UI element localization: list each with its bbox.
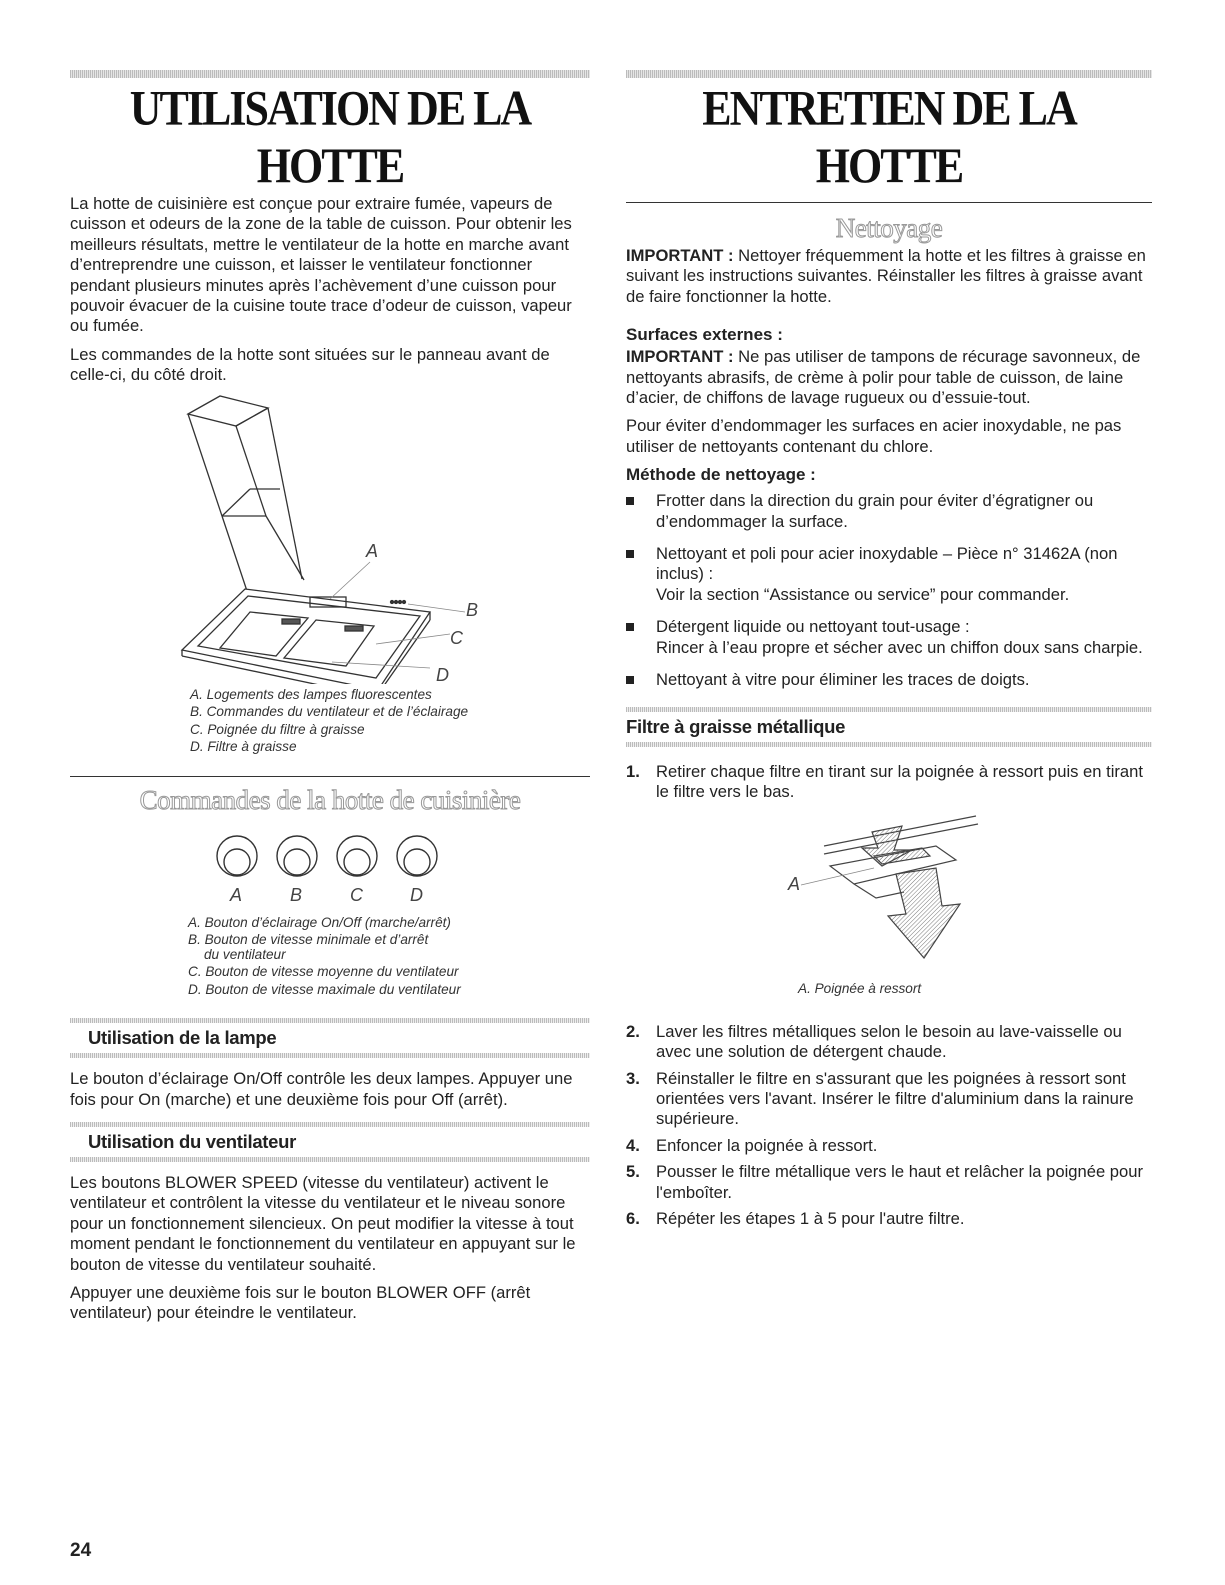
list-item: Nettoyant à vitre pour éliminer les traces de doigts. [626, 670, 1152, 690]
hood-figure-captions [190, 686, 590, 756]
divider [626, 202, 1152, 203]
important-surfaces-paragraph: IMPORTANT : Ne pas utiliser de tampons de récurage savonneux, de nettoyants abrasifs, de crème à polir pour table de cuisson, de laine d’acier, de chiffons de lavage rugueux ou d’essuie-tout. [626, 347, 1141, 408]
range-hood-illustration [70, 394, 590, 684]
hood-label-b: B [466, 599, 479, 620]
section-title: UTILISATION DE LA HOTTE [129, 81, 531, 193]
filter-steps-continued [626, 1022, 1152, 1230]
top-rule [626, 70, 1152, 78]
caption-line: C. Bouton de vitesse moyenne du ventilateur [188, 964, 459, 980]
caption-line: B. Bouton de vitesse minimale et d’arrêt [188, 932, 429, 948]
buttons-figure-captions [188, 914, 590, 999]
important-paragraph: IMPORTANT : Nettoyer fréquemment la hotte et les filtres à graisse en suivant les instructions suivantes. Réinstaller les filtres à graisse avant de faire fonctionner la hotte. [626, 246, 1146, 306]
control-buttons-illustration [70, 824, 590, 906]
controls-location-paragraph: Les commandes de la hotte sont situées sur le panneau avant de celle-ci, du côté droit. [70, 344, 550, 385]
cleaning-method-list [626, 491, 1152, 690]
buttons-figure [70, 824, 590, 906]
intro-paragraph: La hotte de cuisinière est conçue pour extraire fumée, vapeurs de cuisson et odeurs de la zone de la table de cuisson. Pour obtenir les meilleurs résultats, mettre le ventilateur de la hotte en marche avant d’entreprendre une cuisson, et laisser le ventilateur fonctionner pendant plusieurs minutes après l’achèvement d’une cuisson pour pouvoir évacuer de la cuisine toute trace d’odeur de cuisson, vapeur ou fumée. [70, 194, 572, 336]
page-number: 24 [70, 1540, 92, 1561]
fan-off-paragraph: Appuyer une deuxième fois sur le bouton BLOWER OFF (arrêt ventilateur) pour éteindre le ventilateur. [70, 1283, 531, 1323]
list-item: Détergent liquide ou nettoyant tout-usage : Rincer à l’eau propre et sécher avec un chiffon doux sans charpie. [626, 617, 1152, 658]
button-label-b: B [290, 884, 303, 905]
list-item: 4. Enfoncer la poignée à ressort. [626, 1135, 878, 1155]
top-rule [70, 70, 590, 78]
hood-label-d: D [436, 664, 449, 684]
external-surfaces-heading: Surfaces externes : [626, 325, 783, 345]
divider [70, 776, 590, 777]
button-label-d: D [410, 884, 423, 905]
cleaning-subheading: Nettoyage [835, 213, 943, 243]
right-column [626, 70, 1152, 1235]
filter-figure-caption: A. Poignée à ressort [798, 981, 922, 997]
button-label-c: C [350, 884, 363, 905]
hood-label-c: C [450, 627, 463, 648]
list-item: 3. Réinstaller le filtre en s'assurant que les poignées à ressort sont orientées vers l'avant. Insérer le filtre d'aluminium dans la rainure supérieure. [626, 1068, 1134, 1129]
list-item: 6. Répéter les étapes 1 à 5 pour l'autre filtre. [626, 1209, 965, 1229]
stainless-paragraph: Pour éviter d’endommager les surfaces en acier inoxydable, ne pas utiliser de nettoyants contenant du chlore. [626, 416, 1122, 456]
filter-figure [626, 808, 1152, 978]
caption-line: D. Filtre à graisse [190, 739, 297, 755]
caption-line: A. Bouton d’éclairage On/Off (marche/arrêt) [188, 914, 451, 930]
button-c-icon [337, 836, 377, 876]
controls-subheading: Commandes de la hotte de cuisinière [139, 784, 521, 815]
list-item: 5. Pousser le filtre métallique vers le haut et relâcher la poignée pour l'emboîter. [626, 1162, 1144, 1202]
list-item: Frotter dans la direction du grain pour éviter d’égratigner ou d’endommager la surface. [626, 491, 1152, 532]
fan-section-heading: Utilisation du ventilateur [70, 1118, 590, 1167]
list-item: Nettoyant et poli pour acier inoxydable – Pièce n° 31462A (non inclus) : Voir la section “Assistance ou service” pour commander. [626, 544, 1152, 605]
fan-paragraph: Les boutons BLOWER SPEED (vitesse du ventilateur) activent le ventilateur et contrôlent la vitesse du ventilateur et le niveau sonore pour un fonctionnement silencieux. On peut modifier la vitesse à tout moment pendant le fonctionnement du ventilateur en appuyant sur le bouton de vitesse du ventilateur souhaité. [70, 1172, 576, 1274]
button-b-icon [277, 836, 317, 876]
caption-line: D. Bouton de vitesse maximale du ventilateur [188, 981, 461, 997]
caption-line: du ventilateur [204, 946, 286, 962]
button-label-a: A [230, 884, 243, 905]
filter-steps [626, 762, 1152, 803]
left-column [70, 70, 590, 1332]
hood-figure [70, 394, 590, 684]
list-item: 1. Retirer chaque filtre en tirant sur la poignée à ressort puis en tirant le filtre vers le bas. [626, 761, 1144, 801]
method-heading: Méthode de nettoyage : [626, 465, 816, 485]
caption-line: B. Commandes du ventilateur et de l’éclairage [190, 704, 469, 720]
list-item: 2. Laver les filtres métalliques selon le besoin au lave-vaisselle ou avec une solution de détergent chaude. [626, 1021, 1122, 1062]
filter-section-heading: Filtre à graisse métallique [626, 703, 1152, 752]
lamp-section-heading: Utilisation de la lampe [70, 1014, 590, 1063]
caption-line: C. Poignée du filtre à graisse [190, 721, 365, 737]
button-d-icon [397, 836, 437, 876]
section-title: ENTRETIEN DE LA HOTTE [702, 81, 1076, 193]
lamp-paragraph: Le bouton d’éclairage On/Off contrôle les deux lampes. Appuyer une fois pour On (marche) et une deuxième fois pour Off (arrêt). [70, 1069, 573, 1109]
spring-handle-illustration [626, 808, 1152, 978]
hood-label-a: A [366, 540, 379, 561]
filter-label-a: A [788, 874, 801, 895]
button-a-icon [217, 836, 257, 876]
caption-line: A. Logements des lampes fluorescentes [190, 686, 432, 702]
